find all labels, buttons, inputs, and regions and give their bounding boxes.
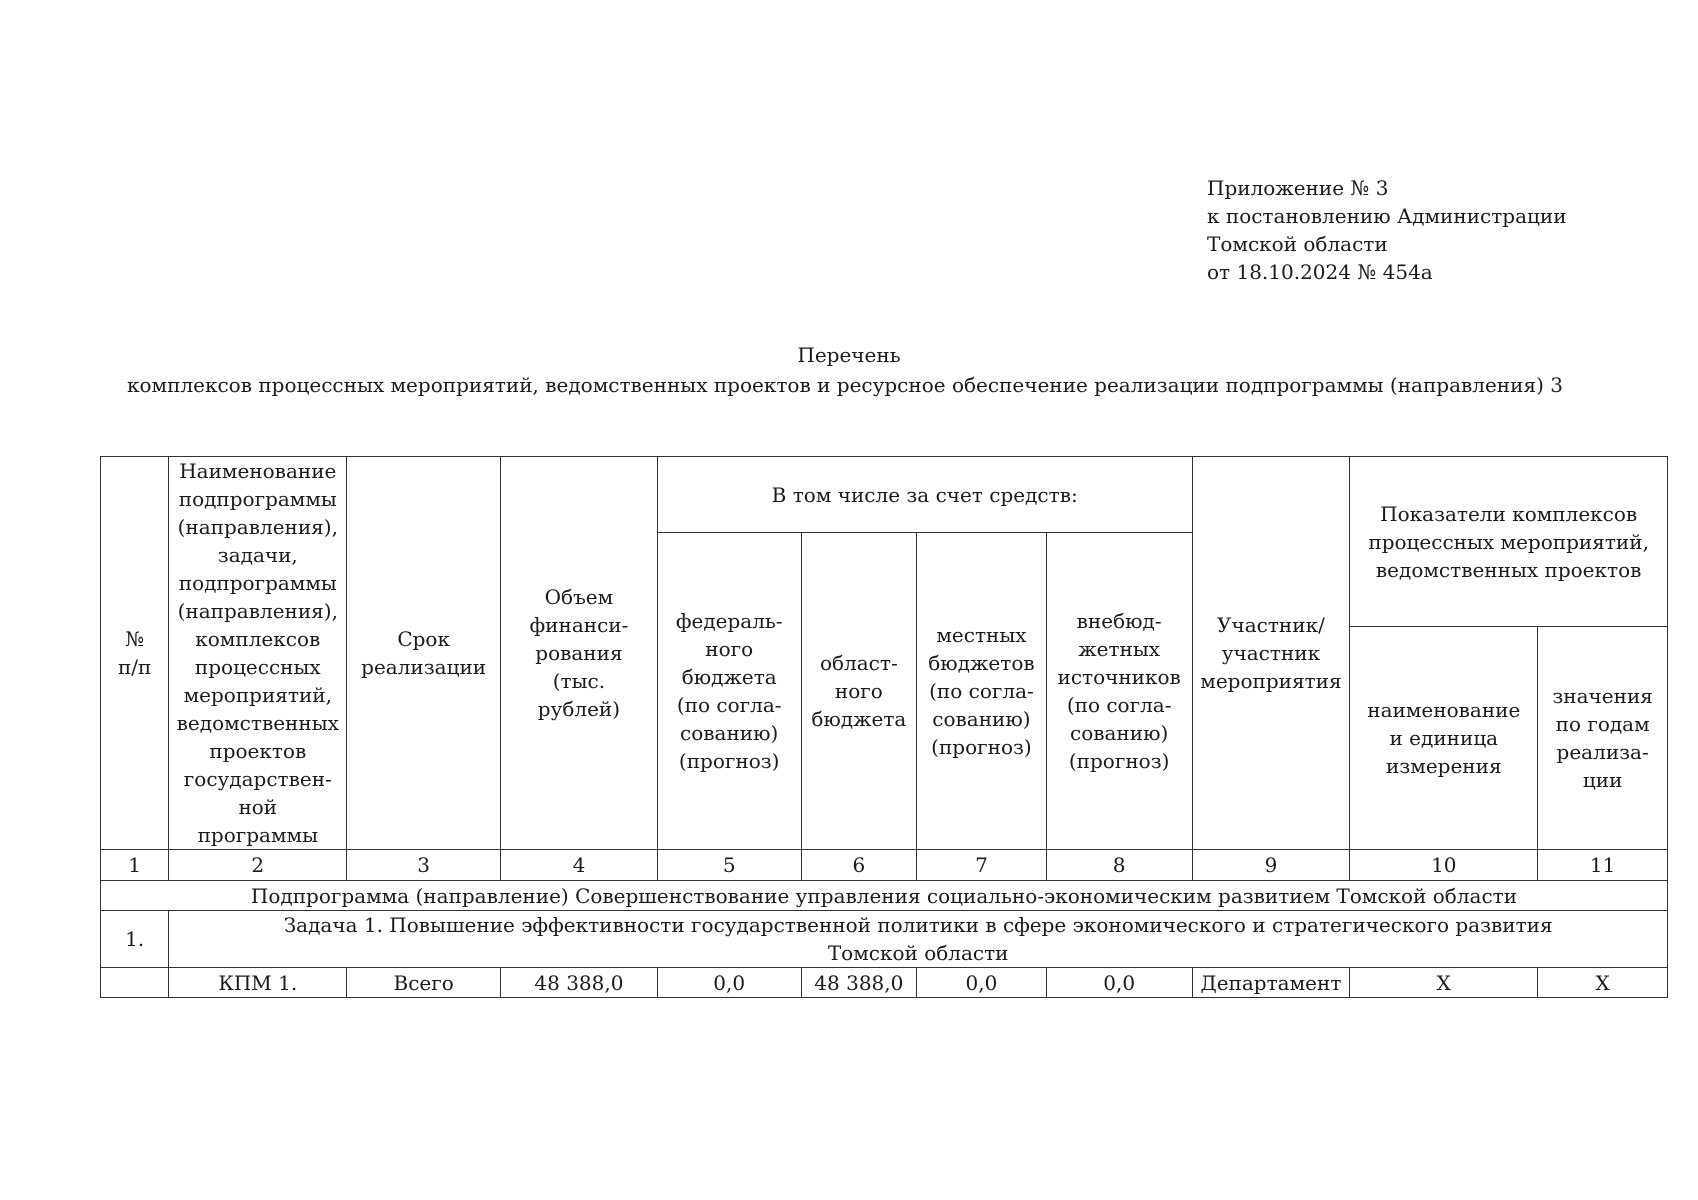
col-number: 11 [1538,850,1668,881]
kpm-indicator-values: X [1538,968,1668,998]
task-row [101,911,1668,968]
appendix-line-3: Томской области [1207,232,1388,256]
col-number: 5 [657,850,801,881]
document-title [0,340,1698,400]
kpm-local: 0,0 [917,968,1047,998]
header-federal: федераль- ного бюджета (по согла- сованию) (прогноз) [657,533,801,850]
col-number: 7 [917,850,1047,881]
subprogram-title: Подпрограмма (направление) Совершенствование управления социально-экономическим развитием Томской области [101,881,1668,911]
kpm-row [101,968,1668,998]
col-number: 4 [501,850,658,881]
col-number: 9 [1192,850,1350,881]
header-indicators: Показатели комплексов процессных мероприятий, ведомственных проектов [1350,457,1668,627]
kpm-number-empty [101,968,169,998]
header-indicator-values: значения по годам реализа- ции [1538,627,1668,850]
task-number: 1. [101,911,169,968]
header-participant: Участник/ участник мероприятия [1192,457,1350,850]
col-number: 8 [1046,850,1192,881]
task-text: Задача 1. Повышение эффективности государственной политики в сфере экономического и стратегического развития Томской области [169,911,1668,968]
header-local: местных бюджетов (по согла- сованию) (прогноз) [917,533,1047,850]
kpm-name: КПМ 1. [169,968,347,998]
appendix-line-2: к постановлению Администрации [1207,204,1567,228]
appendix-line-1: Приложение № 3 [1207,176,1389,200]
header-volume: Объем финанси- рования (тыс. рублей) [501,457,658,850]
activities-table [100,456,1668,998]
header-term: Срок реализации [347,457,501,850]
header-offbudget: внебюд- жетных источников (по согла- сованию) (прогноз) [1046,533,1192,850]
header-number: № п/п [101,457,169,850]
header-name: Наименование подпрограммы (направления), задачи, подпрограммы (направления), комплексов процессных мероприятий, ведомственных проектов государствен- ной программы [169,457,347,850]
kpm-federal: 0,0 [657,968,801,998]
title-line-2: комплексов процессных мероприятий, ведомственных проектов и ресурсное обеспечение реализации подпрограммы (направления) 3 [127,373,1563,397]
kpm-term: Всего [347,968,501,998]
kpm-participant: Департамент [1192,968,1350,998]
appendix-line-4: от 18.10.2024 № 454а [1207,260,1433,284]
kpm-volume: 48 388,0 [501,968,658,998]
subprogram-row [101,881,1668,911]
kpm-indicator-name: X [1350,968,1538,998]
col-number: 1 [101,850,169,881]
header-including: В том числе за счет средств: [657,457,1192,533]
col-number: 2 [169,850,347,881]
kpm-regional: 48 388,0 [801,968,917,998]
header-regional: област- ного бюджета [801,533,917,850]
kpm-offbudget: 0,0 [1046,968,1192,998]
col-number: 3 [347,850,501,881]
title-line-1: Перечень [797,343,901,367]
col-number: 10 [1350,850,1538,881]
column-numbers-row [101,850,1668,881]
appendix-block [1207,174,1567,286]
col-number: 6 [801,850,917,881]
header-indicator-name: наименование и единица измерения [1350,627,1538,850]
